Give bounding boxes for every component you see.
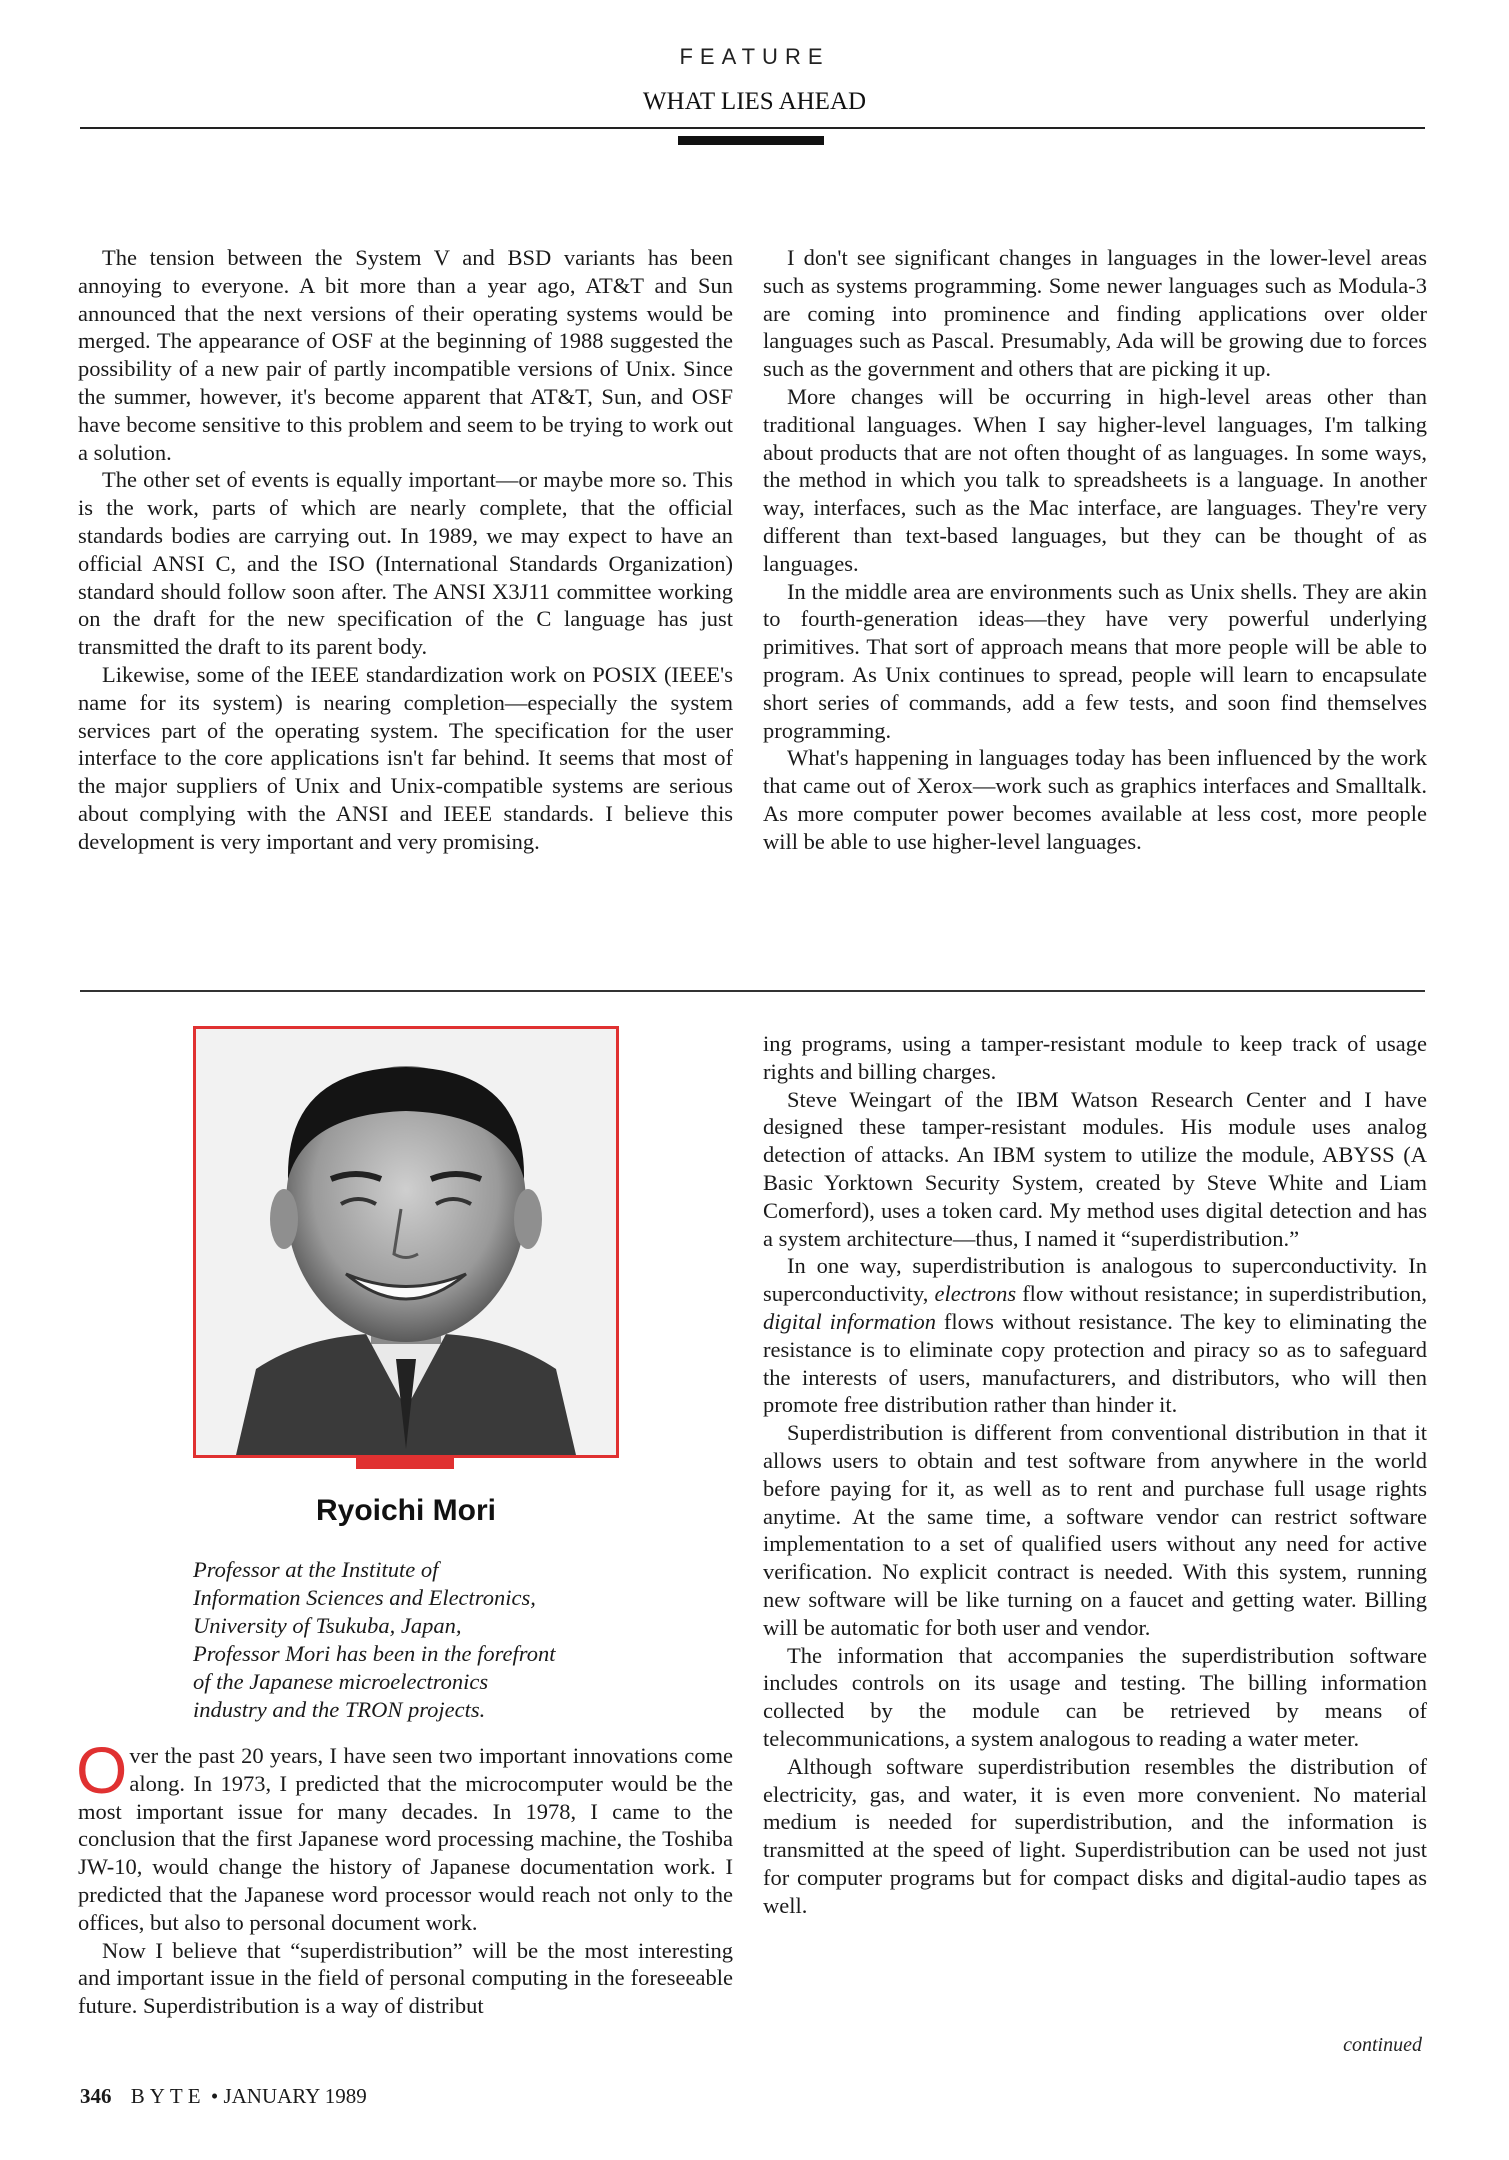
continued-label: continued xyxy=(1343,2034,1422,2056)
body-paragraph: I don't see significant changes in languages in the lower-level areas such as systems programming. Some newer languages such as Modula-3 are coming into prominence and finding applications over older languages such as Pascal. Presumably, Ada will be growing due to forces such as the government and others that are picking it up. xyxy=(763,245,1427,382)
opening-paragraph xyxy=(76,1733,733,1937)
body-paragraph xyxy=(763,1252,1427,1419)
body-paragraph: Superdistribution is different from conventional distribution in that it allows users to obtain and test software from anywhere in the world before paying for it, as well as to rent and purchase full usage rights anytime. At the same time, a software vendor can restrict software implementation to a set of qualified users without any need for active verification. No explicit contract is needed. With this system, running new software will be like turning on a faucet and getting water. Billing will be automatic for both user and vendor. xyxy=(763,1420,1427,1640)
body-paragraph: The information that accompanies the superdistribution software includes controls on its usage and testing. The billing information collected by the module can be retrieved by means of telecommunications, a system analogous to reading a water meter. xyxy=(763,1642,1427,1751)
text-run: In one way, superdistribution is analogous to superconductivity. In superconductivity, xyxy=(763,1253,1427,1307)
issue-date: JANUARY 1989 xyxy=(223,2084,367,2108)
opening-text: ver the past 20 years, I have seen two important innovations come along. In 1973, I predicted that the microcomputer would be the most important issue for many decades. In 1978, I came to the conclusion that the first Japanese word processing machine, the Toshiba JW-10, would change the history of Japanese documentation work. I predicted that the Japanese word processor would reach not only to the offices, but also to personal document work. xyxy=(78,1743,733,1935)
bio-line: industry and the TRON projects. xyxy=(193,1697,486,1722)
body-paragraph: ing programs, using a tamper-resistant module to keep track of usage rights and billing charges. xyxy=(763,1031,1427,1084)
body-paragraph: More changes will be occurring in high-level areas other than traditional languages. When I say higher-level languages, I'm talking about products that are not often thought of as languages. In some ways, the method in which you talk to spreadsheets is a language. In another way, interfaces, such as the Mac interface, are languages. They're very different than text-based languages, but they can be thought of as languages. xyxy=(763,383,1427,576)
bio-line: Professor at the Institute of xyxy=(193,1557,439,1582)
page-footer xyxy=(80,2084,367,2109)
header-accent-bar xyxy=(678,136,824,145)
portrait-image xyxy=(196,1029,616,1455)
bio-line: Information Sciences and Electronics, xyxy=(193,1585,536,1610)
upper-left-column xyxy=(78,244,733,856)
body-paragraph: Likewise, some of the IEEE standardization work on POSIX (IEEE's name for its system) is nearing completion—especially the system services part of the operating system. The specification for the user interface to the core applications isn't far behind. It seems that most of the major suppliers of Unix and Unix-compatible systems are serious about complying with the ANSI and IEEE standards. I believe this development is very important and very promising. xyxy=(78,661,733,854)
section-kicker: FEATURE xyxy=(679,44,830,69)
body-paragraph: Although software superdistribution resembles the distribution of electricity, gas, and water, it is even more convenient. No material medium is needed for superdistribution, and the information is transmitted at the speed of light. Superdistribution can be used not just for computer programs but for compact disks and digital-audio tapes as well. xyxy=(763,1753,1427,1918)
body-paragraph: The other set of events is equally important—or maybe more so. This is the work, parts of which are nearly complete, that the official standards bodies are carrying out. In 1989, we may expect to have an official ANSI C, and the ISO (International Standards Organization) standard should follow soon after. The ANSI X3J11 committee working on the draft for the new specification of the C language has just transmitted the draft to its parent body. xyxy=(78,467,733,660)
magazine-name: BYTE xyxy=(130,2084,206,2108)
drop-cap: O xyxy=(76,1733,128,1807)
footer-separator: • xyxy=(210,2084,219,2108)
body-paragraph: The tension between the System V and BSD variants has been annoying to everyone. A bit more than a year ago, AT&T and Sun announced that the next versions of their operating systems would be merged. The appearance of OSF at the beginning of 1988 suggested the possibility of a new pair of partly incompatible versions of Unix. Since the summer, however, it's become apparent that AT&T, Sun, and OSF have become sensitive to this problem and seem to be trying to work out a solution. xyxy=(78,245,733,465)
running-headline: WHAT LIES AHEAD xyxy=(642,88,867,115)
lower-left-column xyxy=(76,1733,733,2020)
body-paragraph: Steve Weingart of the IBM Watson Research Center and I have designed these tamper-resistant modules. His module uses analog detection of attacks. An IBM system to utilize the module, ABYSS (A Basic Yorktown Security System, created by Steve White and Liam Comerford), uses a token card. My method uses digital detection and has a system architecture—thus, I named it “superdistribution.” xyxy=(763,1086,1427,1251)
body-paragraph: What's happening in languages today has been influenced by the work that came out of Xerox—work such as graphics interfaces and Smalltalk. As more computer power becomes available at less cost, more people will be able to use higher-level languages. xyxy=(763,745,1427,854)
bio-line: University of Tsukuba, Japan, xyxy=(193,1613,462,1638)
body-paragraph: Now I believe that “superdistribution” will be the most interesting and important issue in the field of personal computing in the foreseeable future. Superdistribution is a way of distribut xyxy=(78,1937,733,2019)
emphasis: electrons xyxy=(934,1281,1017,1307)
bio-line: of the Japanese microelectronics xyxy=(193,1669,489,1694)
bio-line: Professor Mori has been in the forefront xyxy=(193,1641,556,1666)
text-run: flows without resistance. The key to eliminating the resistance is to eliminate copy protection and piracy so as to safeguard the interests of users, manufacturers, and distributors, who will then promote free distribution rather than hinder it. xyxy=(763,1308,1428,1418)
section-divider xyxy=(80,990,1425,992)
upper-right-column xyxy=(763,244,1427,856)
profile-name: Ryoichi Mori xyxy=(315,1494,496,1527)
header-rule xyxy=(80,127,1425,129)
text-run: flow without resistance; in superdistribution, xyxy=(1022,1281,1428,1307)
body-paragraph: In the middle area are environments such as Unix shells. They are akin to fourth-generation ideas—they have very powerful underlying primitives. That sort of approach means that more people will be able to program. As Unix continues to spread, people will learn to encapsulate short series of commands, add a few tests, and soon find themselves programming. xyxy=(763,578,1427,743)
lower-right-column xyxy=(763,1030,1427,1920)
portrait-photo xyxy=(193,1026,619,1458)
page-number: 346 xyxy=(80,2084,112,2108)
photo-accent-tab xyxy=(356,1455,454,1469)
emphasis: digital information xyxy=(763,1308,936,1334)
profile-bio xyxy=(193,1556,633,1724)
